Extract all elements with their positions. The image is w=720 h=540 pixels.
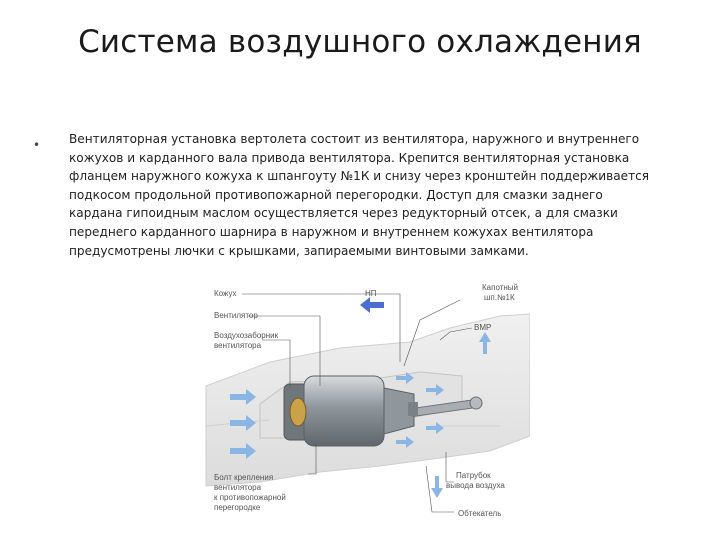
label-patrubok-2: вывода воздуха (446, 481, 505, 490)
label-kapotny-2: шп.№1К (484, 293, 515, 302)
bullet-line-5: кардана гипоидным маслом осуществляется через редукторный отсек, а для смазки (69, 206, 618, 221)
slide-title: Система воздушного охлаждения (78, 24, 642, 60)
label-obtekatel: Обтекатель (458, 509, 502, 518)
label-vozd-2: вентилятора (214, 341, 262, 350)
bullet-line-6: переднего карданного шарнира в наружном и внутреннем кожухах вентилятора (69, 224, 594, 239)
label-vmr: ВМР (474, 323, 492, 332)
label-bolt-3: к противопожарной (214, 493, 286, 502)
bullet-line-3: фланцем наружного кожуха к шпангоуту №1К и снизу через кронштейн поддерживается (69, 169, 650, 184)
label-kapotny-1: Капотный (482, 283, 519, 292)
bullet-line-4: подкосом продольной противопожарной перегородки. Доступ для смазки заднего (69, 187, 603, 202)
bullet-text (69, 130, 689, 260)
label-ventilyator: Вентилятор (214, 311, 258, 320)
label-vozd-1: Воздухозаборник (214, 331, 279, 340)
np-arrow (360, 297, 384, 313)
bullet-marker: • (33, 138, 41, 152)
label-patrubok-1: Патрубок (456, 471, 491, 480)
label-bolt-2: вентилятора (214, 483, 262, 492)
fan-impeller (290, 398, 306, 426)
fan-installation-diagram (200, 276, 530, 538)
label-np: НП (365, 289, 377, 298)
fan-body (304, 376, 384, 446)
bullet-line-1: Вентиляторная установка вертолета состоит из вентилятора, наружного и внутреннего (69, 132, 640, 146)
bullet-line-2: кожухов и карданного вала привода вентилятора. Крепится вентиляторная установка (69, 150, 630, 165)
label-kozhukh: Кожух (214, 289, 237, 298)
rear-cardan (470, 397, 482, 409)
label-bolt-4: перегородке (214, 503, 261, 512)
bullet-line-7: предусмотрены лючки с крышками, запираемыми винтовыми замками. (69, 243, 529, 258)
label-bolt-1: Болт крепления (214, 473, 274, 482)
